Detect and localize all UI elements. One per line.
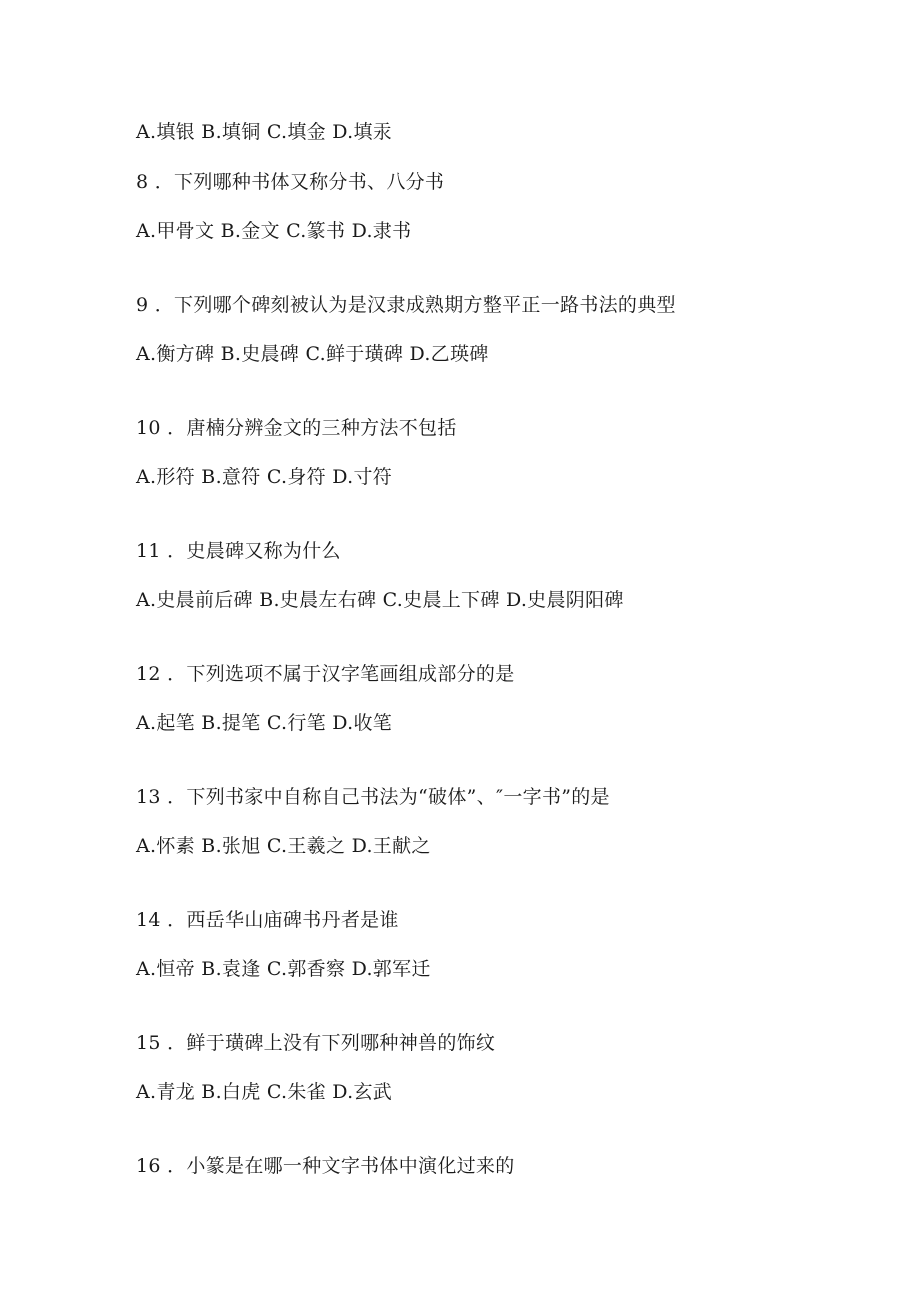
options-line: A.填银 B.填铜 C.填金 D.填汞 [136,121,393,143]
question-16: 16 ．小篆是在哪一种文字书体中演化过来的 [136,1155,515,1177]
options-line: A.衡方碑 B.史晨碑 C.鲜于璜碑 D.乙瑛碑 [136,343,489,365]
options-line: A.甲骨文 B.金文 C.篆书 D.隶书 [136,220,412,242]
options-line: A.形符 B.意符 C.身符 D.寸符 [136,466,393,488]
question-14: 14 ．西岳华山庙碑书丹者是谁 [136,909,399,931]
question-8: 8 ．下列哪种书体又称分书、八分书 [136,171,445,193]
options-line: A.青龙 B.白虎 C.朱雀 D.玄武 [136,1081,393,1103]
question-9: 9 ．下列哪个碑刻被认为是汉隶成熟期方整平正一路书法的典型 [136,294,676,316]
options-line: A.史晨前后碑 B.史晨左右碑 C.史晨上下碑 D.史晨阴阳碑 [136,589,624,611]
options-line: A.起笔 B.提笔 C.行笔 D.收笔 [136,712,393,734]
question-15: 15 ．鲜于璜碑上没有下列哪种神兽的饰纹 [136,1032,496,1054]
question-12: 12 ．下列选项不属于汉字笔画组成部分的是 [136,663,515,685]
question-13: 13 ．下列书家中自称自己书法为“破体”、″一字书”的是 [136,786,610,808]
options-line: A.恒帝 B.袁逢 C.郭香察 D.郭军迁 [136,958,431,980]
question-11: 11 ．史晨碑又称为什么 [136,540,341,562]
question-10: 10 ．唐楠分辨金文的三种方法不包括 [136,417,457,439]
options-line: A.怀素 B.张旭 C.王羲之 D.王献之 [136,835,431,857]
